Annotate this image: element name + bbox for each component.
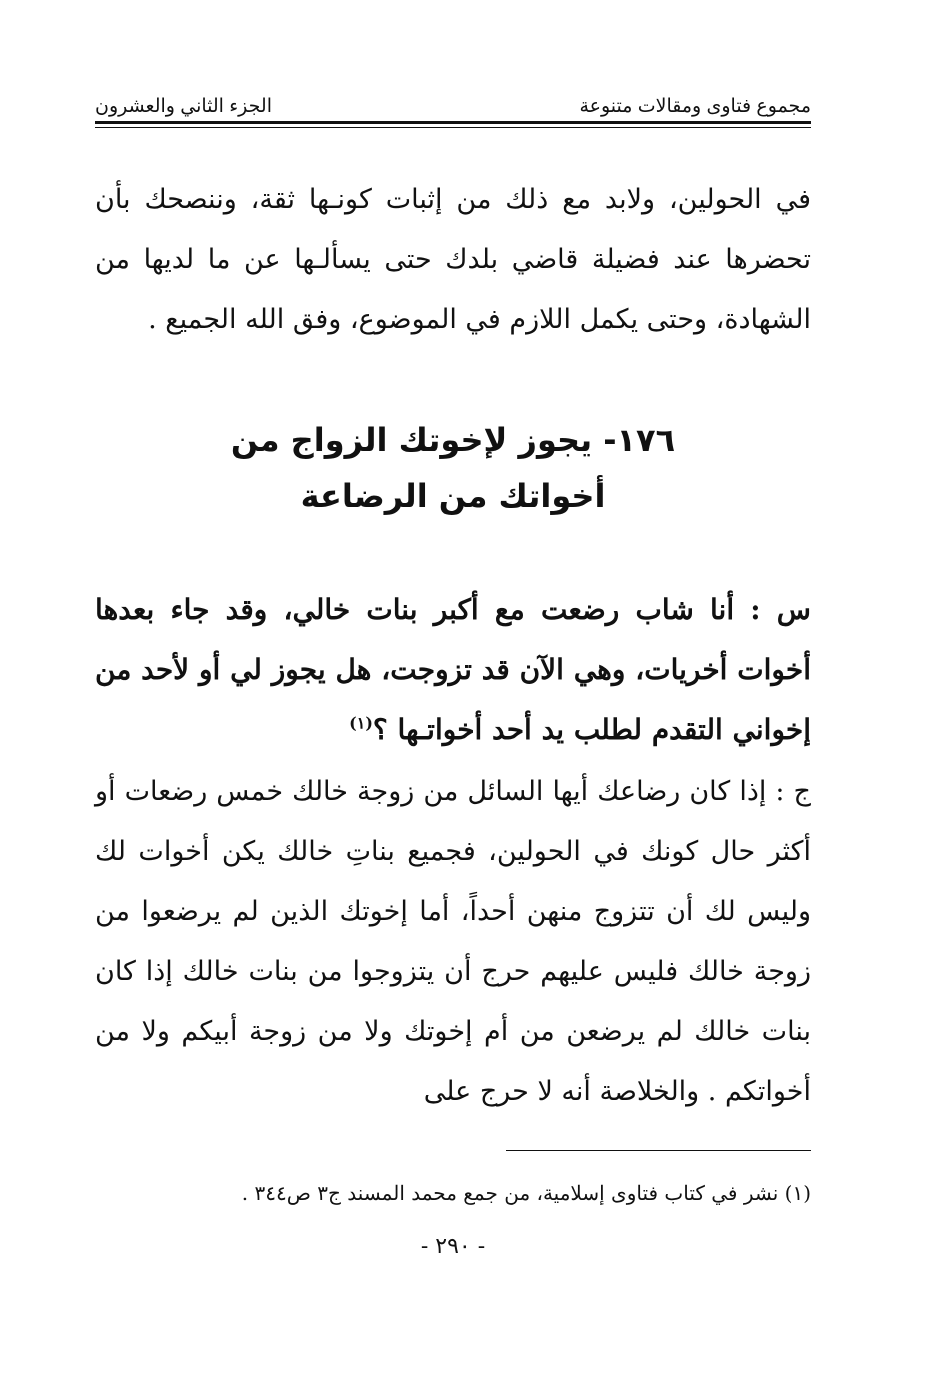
answer-paragraph: ج : إذا كان رضاعك أيها السائل من زوجة خالك خمس رضعات أو أكثر حال كونك في الحولين، فجميع بناتِ خالك يكن أخوات لك وليس لك أن تتزوج منهن أحداً، أما إخوتك الذين لم يرضعوا من زوجة خالك فليس عليهم حرج أن يتزوجوا من بنات خالك إذا كان بنات خالك لم يرضعن من أم إخوتك ولا من زوجة أبيكم ولا من أخواتكم . والخلاصة أنه لا حرج على [95, 776, 811, 1107]
fatwa-title-line-2: أخواتك من الرضاعة [300, 477, 606, 515]
fatwa-title-line-1: ١٧٦- يجوز لإخوتك الزواج من [230, 421, 676, 459]
footnote: (١) نشر في كتاب فتاوى إسلامية، من جمع محمد المسند ج٣ ص٣٤٤ . [241, 1181, 811, 1205]
footnote-marker: (١) [349, 713, 373, 733]
header-volume-title: الجزء الثاني والعشرون [95, 96, 272, 117]
question-text: س : أنا شاب رضعت مع أكبر بنات خالي، وقد جاء بعدها أخوات أخريات، وهي الآن قد تزوجت، هل يجوز لي أو لأحد من إخواني التقدم لطلب يد أحد أخواتـها ؟ [95, 593, 811, 746]
intro-paragraph: في الحولين، ولابد مع ذلك من إثبات كونـها ثقة، وننصحك بأن تحضرها عند فضيلة قاضي بلدك حتى يسألـها عن ما لديها من الشهادة، وحتى يكمل اللازم في الموضوع، وفق الله الجميع . [95, 184, 811, 335]
header-rule [95, 121, 811, 128]
document-page [95, 0, 811, 1380]
fatwa-title [95, 412, 811, 524]
running-header [95, 86, 811, 120]
footnote-rule [506, 1150, 811, 1151]
question-paragraph [95, 580, 811, 760]
header-book-title: مجموع فتاوى ومقالات متنوعة [579, 96, 811, 117]
page-number: - ٢٩٠ - [420, 1234, 486, 1259]
